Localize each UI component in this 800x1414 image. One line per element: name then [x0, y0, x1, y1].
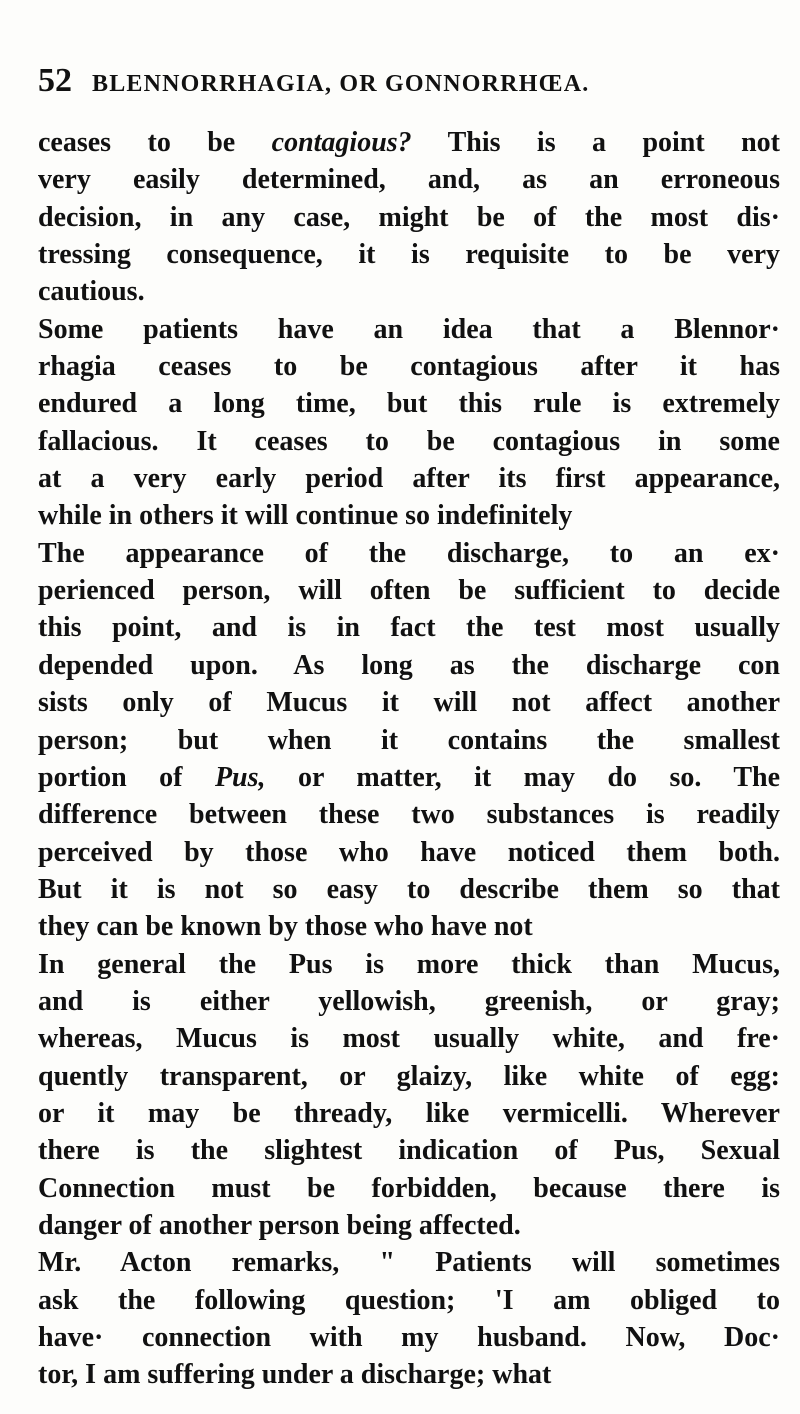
running-head-title: BLENNORRHAGIA, OR GONNORRHŒA. [92, 71, 590, 97]
text-line: perceived by those who have noticed them both. [38, 836, 780, 868]
running-head [38, 62, 778, 102]
text-line: cautious. [38, 276, 145, 308]
text-line: tressing consequence, it is requisite to be very [38, 239, 780, 271]
text-line: or it may be thready, like vermicelli. Wherever [38, 1097, 780, 1129]
text-line: tor, I am suffering under a discharge; what [38, 1359, 552, 1391]
text-line: while in others it will continue so indefinitely [38, 500, 573, 532]
text-line: ceases to be contagious? This is a point not [38, 127, 780, 158]
text-line: person; but when it contains the smallest [38, 724, 780, 756]
text-line: rhagia ceases to be contagious after it has [38, 351, 780, 383]
text-line: Mr. Acton remarks, " Patients will sometimes [38, 1247, 780, 1279]
text-line: have· connection with my husband. Now, Doc· [38, 1322, 780, 1353]
text-line: this point, and is in fact the test most usually [38, 612, 780, 644]
text-line: Some patients have an idea that a Blennor· [38, 313, 780, 345]
text-line: ask the following question; 'I am obliged to [38, 1284, 780, 1316]
text-line: sists only of Mucus it will not affect another [38, 687, 780, 719]
text-line: But it is not so easy to describe them so that [38, 873, 780, 905]
text-line: perienced person, will often be sufficient to decide [38, 575, 780, 607]
text-line: The appearance of the discharge, to an ex· [38, 537, 780, 569]
body-text [38, 124, 780, 1394]
text-line: decision, in any case, might be of the most dis· [38, 201, 780, 233]
text-line: there is the slightest indication of Pus, Sexual [38, 1135, 780, 1167]
text-line: very easily determined, and, as an erroneous [38, 164, 780, 196]
page-number: 52 [38, 62, 72, 99]
text-line: quently transparent, or glaizy, like white of egg: [38, 1060, 780, 1092]
text-line: depended upon. As long as the discharge con [38, 649, 780, 681]
text-line: In general the Pus is more thick than Mucus, [38, 948, 780, 980]
text-line: endured a long time, but this rule is extremely [38, 388, 780, 420]
text-line: they can be known by those who have not [38, 911, 533, 943]
text-line: fallacious. It ceases to be contagious in some [38, 425, 780, 457]
text-line: and is either yellowish, greenish, or gray; [38, 985, 780, 1017]
text-line: danger of another person being affected. [38, 1209, 521, 1241]
text-line: Connection must be forbidden, because there is [38, 1172, 780, 1204]
text-line: difference between these two substances is readily [38, 799, 780, 831]
text-line: at a very early period after its first appearance, [38, 463, 780, 495]
text-line: portion of Pus, or matter, it may do so. The [38, 761, 781, 793]
text-line: whereas, Mucus is most usually white, and fre· [38, 1023, 780, 1055]
